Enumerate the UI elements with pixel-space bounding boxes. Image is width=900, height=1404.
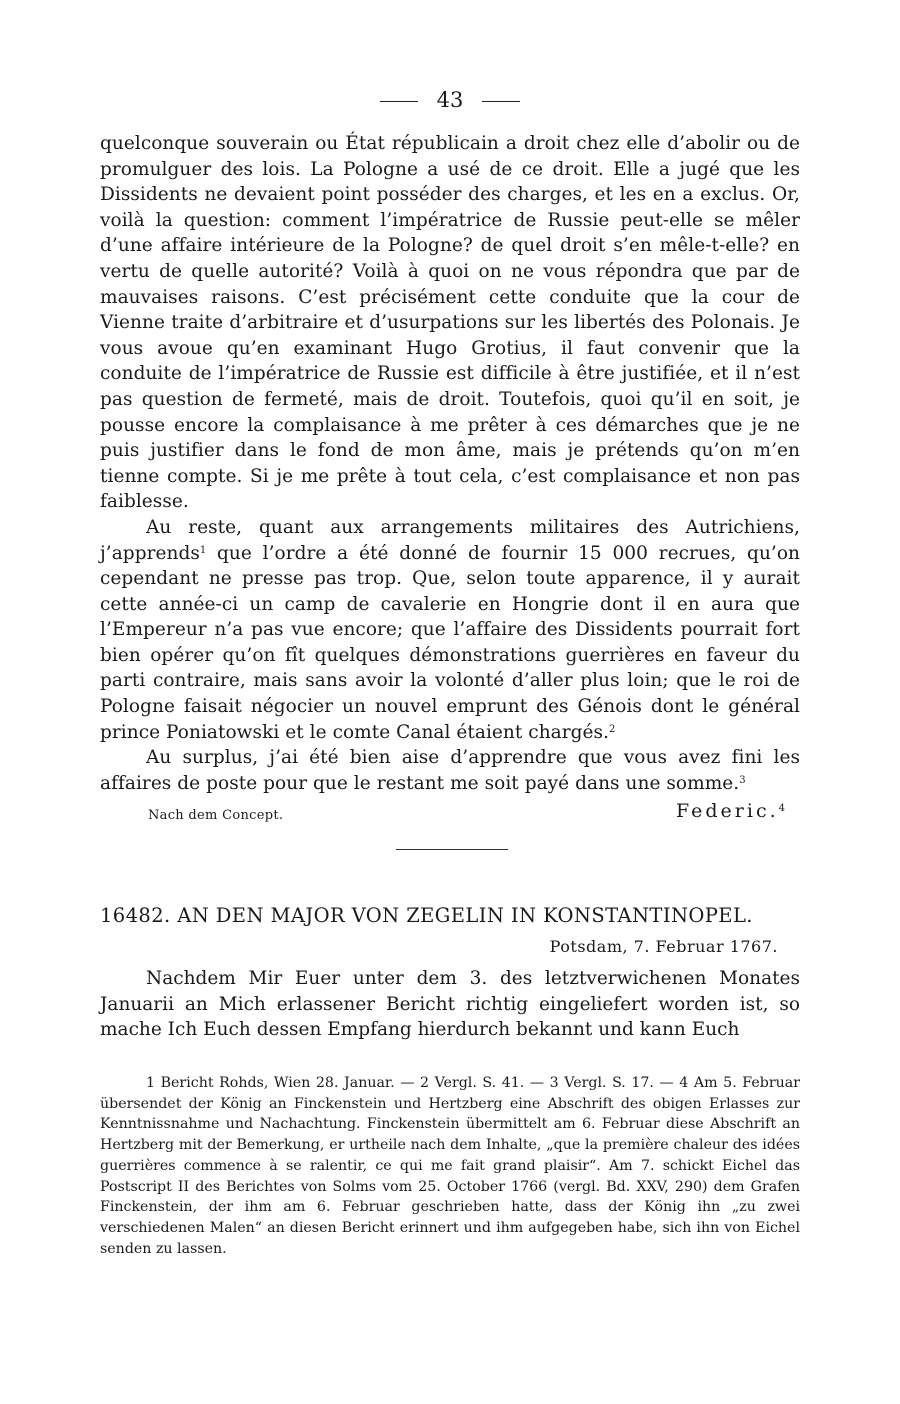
footnote-ref-4[interactable]: 4: [778, 803, 788, 814]
paragraph-text: Au reste, quant aux arrangements militaires des Autrichiens, j’apprends: [100, 516, 800, 564]
paragraph-continuation: quelconque souverain ou État républicain a droit chez elle d’abolir ou de promulguer des lois. La Pologne a usé de ce droit. Elle a jugé que les Dissidents ne devaient point posséder des charges, et les en a exclus. Or, voilà la question: comment l’impératrice de Russie peut-elle se mêler d’une affaire intérieure de la Pologne? de quel droit s’en mêle-t-elle? en vertu de quelle autorité? Voilà à quoi on ne vous répondra que par de mauvaises raisons. C’est précisément cette conduite que la cour de Vienne traite d’arbitraire et d’usurpations sur les libertés des Polonais. Je vous avoue qu’en examinant Hugo Grotius, il faut convenir que la conduite de l’impératrice de Russie est difficile à être justifiée, et il n’est pas question de fermeté, mais de droit. Toutefois, quoi qu’il en soit, je pousse encore la complaisance à me prêter à ces démarches que je ne puis justifier dans le fond de mon âme, mais je prétends qu’on m’en tienne compte. Si je me prête à tout cela, c’est complaisance et non pas faiblesse.: [100, 133, 800, 513]
page-number: 43: [436, 88, 464, 112]
document-paragraph: Nachdem Mir Euer unter dem 3. des letztverwichenen Monates Januarii an Mich erlassener Bericht richtig eingeliefert worden ist, so mache Ich Euch dessen Empfang hierdurch bekannt und kann Euch: [100, 968, 800, 1041]
paragraph-military: [100, 515, 800, 745]
header-rule-left: [380, 101, 418, 102]
document-heading: 16482. AN DEN MAJOR VON ZEGELIN IN KONSTANTINOPEL.: [100, 904, 753, 927]
paragraph-postal: [100, 745, 800, 796]
footnote-ref-1[interactable]: 1: [199, 544, 207, 556]
section-divider: [396, 849, 508, 850]
page-header: [0, 88, 900, 112]
signature: [676, 800, 788, 822]
footnotes: [100, 1073, 800, 1259]
document-text: [100, 966, 800, 1043]
footnotes-text: 1 Bericht Rohds, Wien 28. Januar. — 2 Vergl. S. 41. — 3 Vergl. S. 17. — 4 Am 5. Februar übersendet der König an Finckenstein und Hertzberg eine Abschrift des obigen Erlasses zur Kenntnissnahme und Nachachtung. Finckenstein übermittelt am 6. Februar diese Abschrift an Hertzberg mit der Bemerkung, er urtheile nach dem Inhalte, „que la première chaleur des idées guerrières commence à se ralentir, ce qui me fait grand plaisir“. Am 7. schickt Eichel das Postscript II des Berichtes von Solms vom 25. October 1766 (vergl. Bd. XXV, 290) dem Grafen Finckenstein, der ihm am 6. Februar geschrieben hatte, dass der König ihn „zu zwei verschiedenen Malen“ an diesen Bericht erinnert und ihm aufgegeben habe, sich ihn von Eichel senden zu lassen.: [100, 1075, 800, 1257]
paragraph-text: Au surplus, j’ai été bien aise d’apprendre que vous avez fini les affaires de poste pour que le restant me soit payé dans une somme.: [100, 747, 800, 794]
document-dateline: Potsdam, 7. Februar 1767.: [549, 937, 778, 956]
signature-text: Federic.: [675, 800, 779, 822]
header-rule-right: [482, 101, 520, 102]
letter-body: [100, 131, 800, 796]
footnote-ref-2[interactable]: 2: [609, 723, 616, 735]
paragraph-text: que l’ordre a été donné de fournir 15 000 recrues, qu’on cependant ne presse pas trop. Que, selon toute apparence, il y aurait cette année-ci un camp de cavalerie en Hongrie dont il en aura que l’Empereur n’a pas vue encore; que l’affaire des Dissidents pourrait fort bien opérer qu’on fît quelques démonstrations guerrières en faveur du parti contraire, mais sans avoir la volonté d’aller plus loin; que le roi de Pologne faisait négocier un nouvel emprunt des Génois dont le général prince Poniatowski et le comte Canal étaient chargés.: [100, 542, 800, 743]
footnote-ref-3[interactable]: 3: [739, 774, 746, 786]
closing-line: [148, 800, 788, 830]
source-note: Nach dem Concept.: [148, 808, 284, 823]
